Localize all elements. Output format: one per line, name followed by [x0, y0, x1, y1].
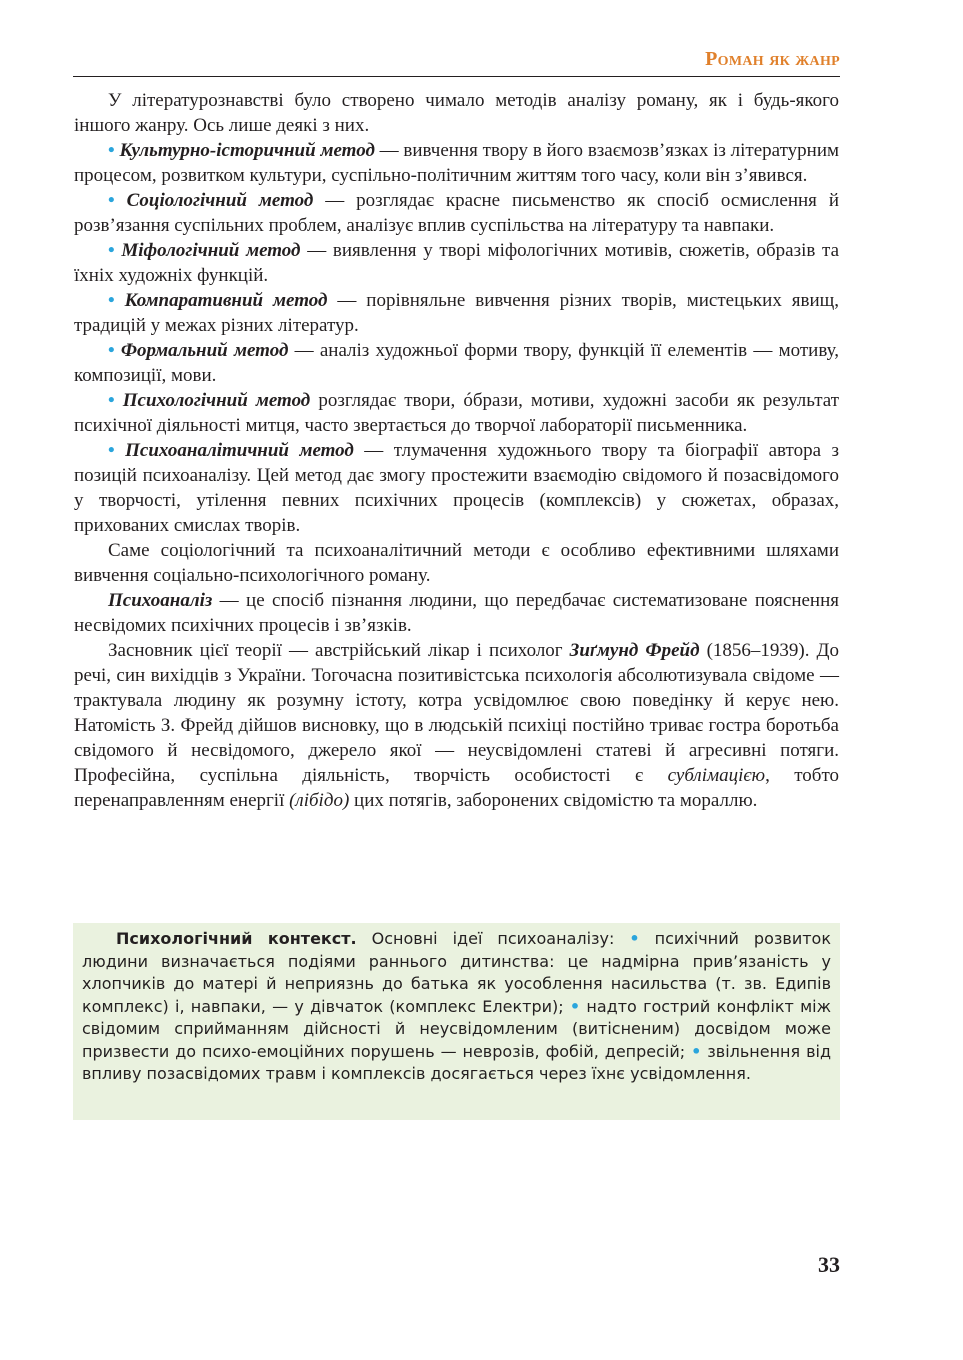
method-item — [74, 388, 839, 438]
method-description: — розглядає красне письменство як спосіб осмислення й розв’язання суспільних проблем, аналізує вплив суспільства на літературу та навпаки. — [74, 190, 840, 236]
method-term: Компаративний метод — [124, 290, 328, 311]
context-point: психічний розвиток людини визначається подіями раннього дитинства: це надмірна прив’язаність у хлопчиків до матері й неприязнь до батька як уособлення насильства (т. зв. Едипів комплекс) і, навпаки, — у дівчаток (комплекс Електри); — [82, 929, 831, 1016]
bullet-icon: • — [108, 140, 115, 161]
method-term: Соціологічний метод — [126, 190, 314, 211]
context-point: звільнення від впливу позасвідомих травм і комплексів досягається через їхнє усвідомлення. — [82, 1041, 832, 1083]
method-term: Формальний метод — [120, 340, 289, 361]
method-description: розглядає твори, óбрази, мотиви, художні засоби як результат психічної діяльності митця, часто звертається до творчої лабораторії письменника. — [74, 390, 840, 436]
context-paragraph — [82, 928, 831, 1086]
psychoanalysis-description: — це спосіб пізнання людини, що передбачає систематизоване пояснення несвідомих психічних процесів і зв’язків. — [74, 590, 839, 636]
summary-paragraph: Саме соціологічний та психоаналітичний методи є особливо ефективними шляхами вивчення соціально-психологічного роману. — [74, 540, 839, 586]
bullet-icon: • — [569, 996, 581, 1016]
intro-paragraph: У літературознавстві було створено чимало методів аналізу роману, як і будь-якого іншого жанру. Ось лише деякі з них. — [74, 90, 839, 136]
bullet-icon: • — [629, 929, 640, 948]
running-header: Роман як жанр — [705, 48, 840, 70]
freud-paragraph — [74, 638, 839, 813]
method-item — [74, 188, 839, 238]
method-description: — порівняльне вивчення різних творів, мистецьких явищ, традицій у межах різних літератур. — [74, 290, 839, 336]
method-term: Культурно-історичний метод — [119, 140, 375, 161]
method-item — [74, 138, 839, 188]
sublimation-term: сублімацією — [667, 765, 766, 786]
method-item — [74, 338, 839, 388]
method-term: Міфологічний метод — [121, 240, 301, 261]
bullet-icon: • — [108, 390, 115, 411]
method-description: — тлумачення художнього твору та біографії автора з позицій психоаналізу. Цей метод дає змогу простежити взаємодію свідомого й позасвідомого у творчості, утілення певних психічних процесів (комплексів) у сюжетах, образах, прихованих смислах творів. — [74, 440, 839, 536]
psychological-context-box — [73, 923, 840, 1120]
bullet-icon: • — [108, 290, 115, 311]
method-term: Психологічний метод — [122, 390, 311, 411]
freud-name: Зиґмунд Фрейд — [569, 640, 700, 661]
context-lead: Основні ідеї психоаналізу: — [356, 929, 630, 948]
method-item — [74, 238, 839, 288]
main-text — [74, 88, 839, 813]
freud-text: , тобто перенаправленням енергії — [74, 765, 840, 811]
method-description: — виявлення у творі міфологічних мотивів, сюжетів, образів та їхніх художніх функцій. — [74, 240, 840, 286]
bullet-icon: • — [691, 1041, 702, 1061]
bullet-icon: • — [108, 240, 115, 261]
method-description: — аналіз художньої форми твору, функцій її елементів — мотиву, композиції, мови. — [74, 340, 839, 386]
bullet-icon: • — [108, 440, 115, 461]
method-description: — вивчення твору в його взаємозв’язках із літературним процесом, розвитком культури, суспільно-політичним життям того часу, коли він з’явився. — [74, 140, 840, 186]
method-item — [74, 288, 839, 338]
psychoanalysis-definition — [74, 588, 839, 638]
freud-text: Засновник цієї теорії — австрійський лікар і психолог — [108, 640, 570, 661]
method-item — [74, 438, 839, 538]
freud-text: (1856–1939). До речі, син вихідців з України. Тогочасна позитивістська психологія абсолютизувала свідоме — трактувала людину як розумну істоту, котра усвідомлює свою поведінку й керує нею. Натомість З. Фрейд дійшов висновку, що в людській психіці постійно триває гостра боротьба свідомого й несвідомого, джерело якої — неусвідомлені статеві й агресивні потяги. Професійна, суспільна діяльність, творчість особистості є — [74, 640, 840, 786]
header-rule — [73, 76, 840, 77]
freud-text: цих потягів, заборонених свідомістю та мораллю. — [349, 790, 758, 811]
context-title: Психологічний контекст. — [116, 929, 357, 948]
bullet-icon: • — [108, 190, 115, 211]
page-number: 33 — [818, 1252, 840, 1277]
bullet-icon: • — [108, 340, 115, 361]
method-term: Психоаналітичний метод — [125, 440, 354, 461]
context-point: надто гострий конфлікт між свідомим сприйманням дійсності й неусвідомленим (витісненим) досвідом може призвести до психо-емоційних порушень — неврозів, фобій, депресій; — [82, 996, 831, 1061]
psychoanalysis-term: Психоаналіз — [108, 590, 213, 611]
libido-term: (лібідо) — [289, 790, 350, 811]
